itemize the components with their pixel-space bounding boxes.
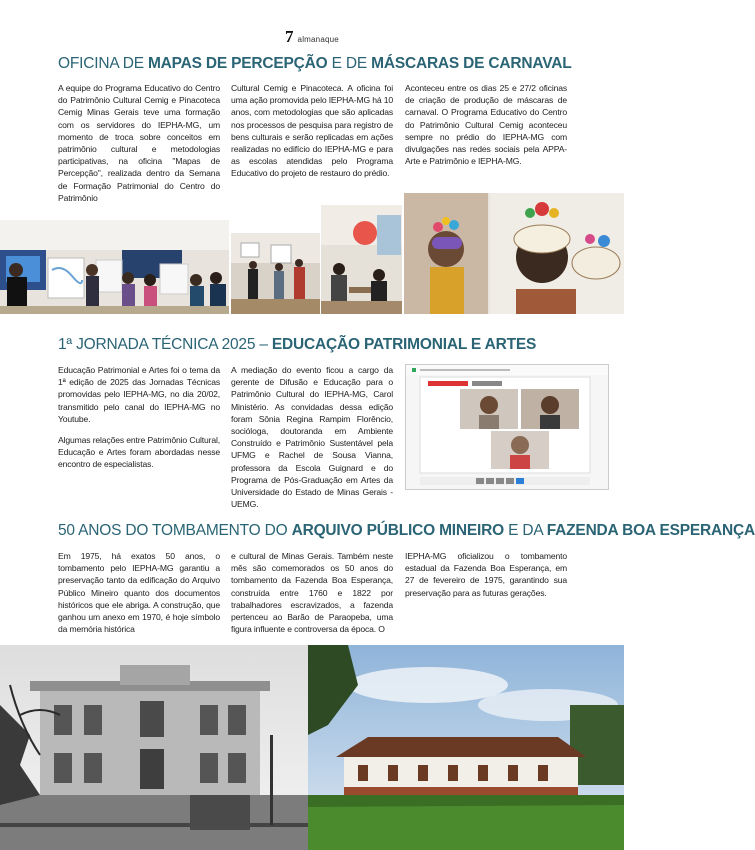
- page-header: [0, 27, 624, 47]
- section-2-column-1: [58, 364, 220, 480]
- section-1-col2-text: Cultural Cemig e Pinacoteca. A oficina foi uma ação promovida pelo IEPHA-MG há 10 anos, com metodologias que são aplicadas nos processos de pesquisa para registro de bens culturais e serão replicadas em ações realizadas no edifício do IEPHA-MG e para as escolas atendidas pelo Programa Educativo do projeto de restauro do prédio.: [231, 83, 393, 179]
- section-2-col2-text: A mediação do evento ficou a cargo da gerente de Difusão e Educação para o Patrimônio Cultural do IEPHA-MG, Carol Ministério. As convidadas dessa edição foram Sônia Regina Rampim Florêncio, socióloga, doutoranda em Ambiente Construído e Patrimônio Sustentável pela UFMG e Rachel de Sousa Vianna, professora da Escola Guignard e do Programa de Pós-Graduação em Artes da Universidade do Estado de Minas Gerais - UEMG.: [231, 365, 393, 510]
- section-3-column-1: [58, 550, 220, 644]
- section-3-col2-text: e cultural de Minas Gerais. Também neste mês são comemorados os 50 anos do tombamento da Fazenda Boa Esperança, construída entre 1760 e 1822 por trabalhadores escravizados, a fazenda pertenceu ao Barão de Paraopeba, uma figura influente e controversa da época. O: [231, 551, 393, 635]
- magazine-name: almanaque: [297, 35, 339, 44]
- section-3-column-3: [405, 550, 567, 608]
- section-3-col3-text: IEPHA-MG oficializou o tombamento estadual da Fazenda Boa Esperança, em 27 de fevereiro de 1975, garantindo sua preservação para as futuras gerações.: [405, 551, 567, 598]
- photo-carnival-masks: [404, 193, 624, 314]
- section-2-title: 1ª JORNADA TÉCNICA 2025 – EDUCAÇÃO PATRIMONIAL E ARTES: [58, 336, 537, 353]
- section-3-col1-text: Em 1975, há exatos 50 anos, o tombamento pelo IEPHA-MG garantiu a preservação tanto da edificação do Arquivo Público Mineiro quanto dos documentos históricos que ele abriga. A construção, que ganhou um anexo em 1970, é hoje símbolo da memória histórica: [58, 551, 220, 635]
- photo-participants-seated: [321, 205, 402, 314]
- section-3-title: 50 ANOS DO TOMBAMENTO DO ARQUIVO PÚBLICO MINEIRO E DA FAZENDA BOA ESPERANÇA: [58, 522, 755, 539]
- section-1-column-3: [405, 82, 567, 176]
- photo-group-presentation: [231, 233, 320, 314]
- section-1-column-2: [231, 82, 393, 189]
- section-1-title: OFICINA DE MAPAS DE PERCEPÇÃO E DE MÁSCARAS DE CARNAVAL: [58, 55, 572, 72]
- section-2-column-2: [231, 364, 393, 519]
- section-2-col1-para1: Educação Patrimonial e Artes foi o tema da 1ª edição de 2025 das Jornadas Técnicas promovidas pelo IEPHA-MG, no dia 20/02, transmitido pelo canal do IEPHA-MG no Youtube.: [58, 365, 220, 424]
- section-2-col1-para2: Algumas relações entre Patrimônio Cultural, Educação e Artes foram abordadas nesse encontro de especialistas.: [58, 435, 220, 470]
- section-3-column-2: [231, 550, 393, 644]
- section-1-column-1: [58, 82, 220, 213]
- photo-video-conference: [405, 364, 609, 490]
- page-number: 7: [285, 27, 294, 46]
- section-1-col1-text: A equipe do Programa Educativo do Centro do Patrimônio Cultural Cemig e Pinacoteca Cemig Minas Gerais teve uma formação com os servidores do IEPHA-MG, um momento de troca sobre conceitos em patrimônio cultural e metodologias participativas, na oficina "Mapas de Percepção", realizada dentro da Semana de Formação Patrimonial do Centro do Patrimônio: [58, 83, 220, 203]
- photo-fazenda-boa-esperanca: [308, 645, 624, 850]
- photo-arquivo-publico-mineiro: [0, 645, 308, 850]
- photo-workshop-maps: [0, 220, 229, 314]
- section-1-col3-text: Aconteceu entre os dias 25 e 27/2 oficinas de criação de produção de máscaras de carnaval. O Programa Educativo do Centro do Patrimônio Cultural Cemig aconteceu sempre no prédio do IEPHA-MG com divulgações nas redes sociais pela APPA-Arte e Patrimônio e IEPHA-MG.: [405, 83, 567, 167]
